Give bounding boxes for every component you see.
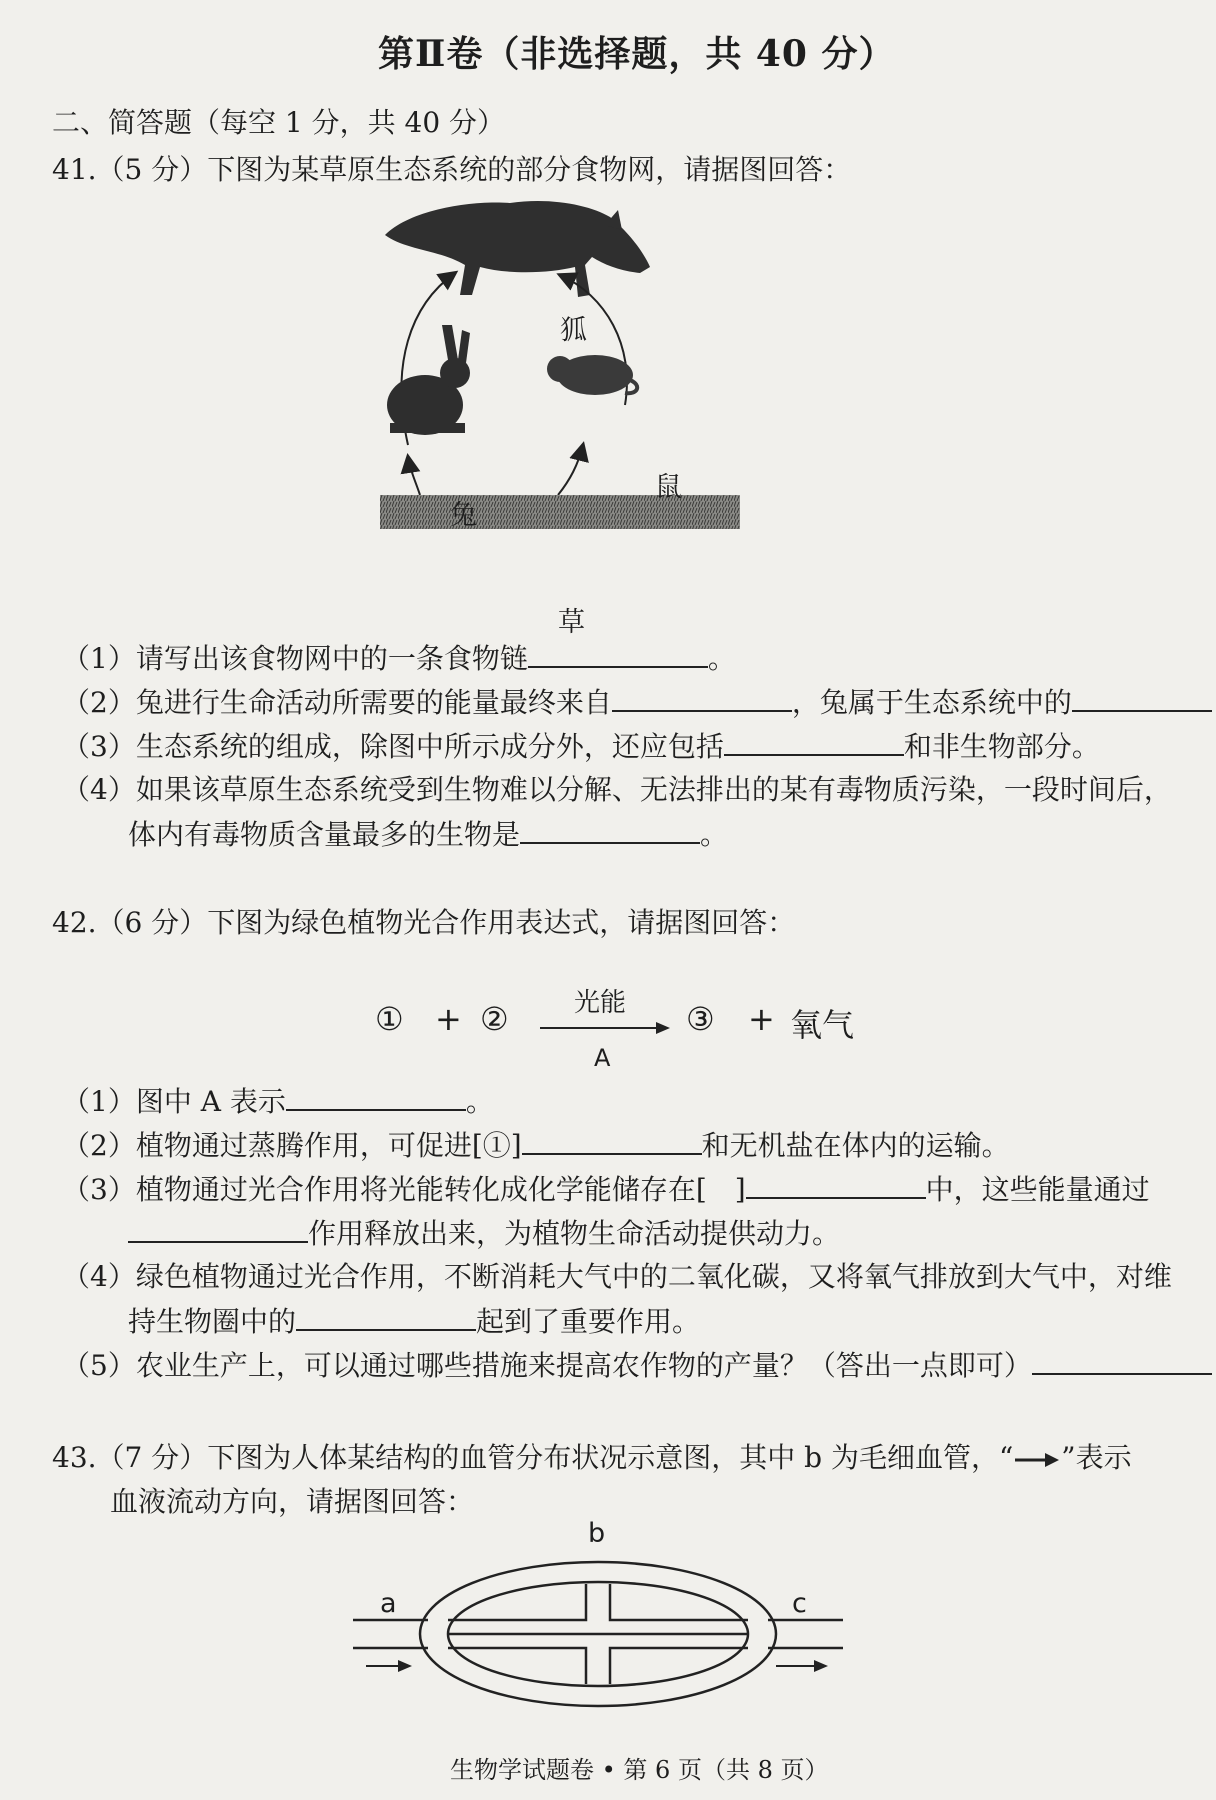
food-web-diagram — [380, 195, 780, 635]
grass-image — [380, 495, 740, 529]
equation-arrow — [538, 1018, 672, 1038]
arrow-grass-to-mouse — [558, 445, 583, 495]
q42-sub4-answer-blank[interactable] — [296, 1303, 476, 1331]
q42-sub4-text-c: 起到了重要作用。 — [476, 1305, 701, 1338]
q42-sub2 — [62, 1127, 1010, 1164]
q42-sub1-end: 。 — [465, 1085, 494, 1118]
vessel-label-a: a — [380, 1588, 397, 1619]
q42-sub3-answer-blank-1[interactable] — [746, 1171, 926, 1199]
q42-sub2-text-a: （2）植物通过蒸腾作用，可促进[①] — [62, 1129, 522, 1162]
label-grass: 草 — [558, 607, 585, 638]
q41-sub3 — [62, 728, 1100, 765]
q41-sub1 — [62, 640, 736, 677]
q41-sub4-text: 体内有毒物质含量最多的生物是 — [128, 818, 521, 851]
equation-plus-1: + — [435, 1000, 462, 1038]
q41-sub1-text: （1）请写出该食物网中的一条食物链 — [62, 642, 528, 675]
q41-sub4-line2 — [128, 816, 728, 853]
flow-arrow-in — [366, 1660, 412, 1672]
arrow-grass-to-rabbit — [408, 457, 420, 495]
q41-sub3-text-a: （3）生态系统的组成，除图中所示成分外，还应包括 — [62, 730, 724, 763]
q42-sub1-text: （1）图中 A 表示 — [62, 1085, 286, 1118]
q43-stem-text-b: ”表示 — [1061, 1441, 1132, 1474]
q41-sub2-text-a: （2）兔进行生命活动所需要的能量最终来自 — [62, 686, 612, 719]
q42-sub1 — [62, 1083, 494, 1120]
q42-sub2-answer-blank[interactable] — [522, 1127, 702, 1155]
q42-sub4-text-b: 持生物圈中的 — [128, 1305, 297, 1338]
section-title: 第Ⅱ卷（非选择题，共 40 分） — [378, 33, 896, 75]
part-heading: 二、简答题（每空 1 分，共 40 分） — [52, 106, 506, 139]
fox-image — [385, 201, 650, 297]
q41-sub3-answer-blank[interactable] — [724, 728, 904, 756]
label-mouse: 鼠 — [655, 472, 682, 503]
q41-sub2-text-b: ，兔属于生态系统中的 — [791, 686, 1072, 719]
q41-stem: 41.（5 分）下图为某草原生态系统的部分食物网，请据图回答： — [52, 153, 852, 186]
q41-sub3-text-b: 和非生物部分。 — [903, 730, 1100, 763]
q41-sub4-answer-blank[interactable] — [520, 816, 700, 844]
equation-condition: 光能 — [574, 988, 627, 1018]
equation-product-1: ③ — [686, 1000, 715, 1038]
q43-stem-text-a: 43.（7 分）下图为人体某结构的血管分布状况示意图，其中 b 为毛细血管，“ — [52, 1441, 1014, 1474]
equation-reactant-1: ① — [375, 1000, 404, 1038]
q42-stem: 42.（6 分）下图为绿色植物光合作用表达式，请据图回答： — [52, 906, 796, 939]
q42-sub4-line2 — [128, 1303, 700, 1340]
q42-sub2-text-b: 和无机盐在体内的运输。 — [701, 1129, 1010, 1162]
q42-sub5-text: （5）农业生产上，可以通过哪些措施来提高农作物的产量？（答出一点即可） — [62, 1349, 1032, 1382]
rabbit-image — [387, 325, 470, 435]
equation-site-A: A — [594, 1044, 611, 1072]
q42-sub1-answer-blank[interactable] — [286, 1083, 466, 1111]
q43-stem-line1 — [52, 1440, 1132, 1476]
q41-sub1-answer-blank[interactable] — [528, 640, 708, 668]
vessel-label-c: c — [792, 1588, 807, 1619]
q41-sub1-end: 。 — [707, 642, 736, 675]
mouse-image — [547, 355, 637, 395]
q41-sub4-line1: （4）如果该草原生态系统受到生物难以分解、无法排出的某有毒物质污染，一段时间后， — [62, 773, 1172, 806]
q42-sub5-answer-blank[interactable] — [1032, 1347, 1212, 1375]
equation-plus-2: + — [748, 1000, 775, 1038]
q42-sub5 — [62, 1347, 1212, 1384]
q41-sub2-answer-blank-2[interactable] — [1072, 684, 1212, 712]
q42-sub3-text-b: 中，这些能量通过 — [925, 1173, 1150, 1206]
q42-sub3-text-a: （3）植物通过光合作用将光能转化成化学能储存在[ ] — [62, 1173, 746, 1206]
q43-stem-line2: 血液流动方向，请据图回答： — [110, 1485, 475, 1518]
equation-product-oxygen: 氧气 — [790, 1006, 855, 1044]
q41-sub4-end: 。 — [700, 818, 729, 851]
label-fox: 狐 — [560, 315, 587, 346]
vessel-label-b: b — [588, 1518, 606, 1549]
blood-vessel-diagram — [348, 1550, 848, 1720]
flow-arrow-icon — [1013, 1450, 1061, 1470]
q41-sub2-answer-blank-1[interactable] — [612, 684, 792, 712]
q42-sub3-line1 — [62, 1171, 1150, 1208]
q42-sub3-text-c: 作用释放出来，为植物生命活动提供动力。 — [308, 1217, 841, 1250]
page-footer: 生物学试题卷 • 第 6 页（共 8 页） — [450, 1756, 829, 1784]
q42-sub3-line2 — [128, 1215, 840, 1252]
q42-sub4-line1: （4）绿色植物通过光合作用，不断消耗大气中的二氧化碳，又将氧气排放到大气中，对维 — [62, 1260, 1172, 1293]
q42-sub3-answer-blank-2[interactable] — [128, 1215, 308, 1243]
flow-arrow-out — [776, 1660, 828, 1672]
equation-reactant-2: ② — [480, 1000, 509, 1038]
q41-sub2 — [62, 684, 1212, 721]
label-rabbit: 兔 — [450, 500, 477, 531]
